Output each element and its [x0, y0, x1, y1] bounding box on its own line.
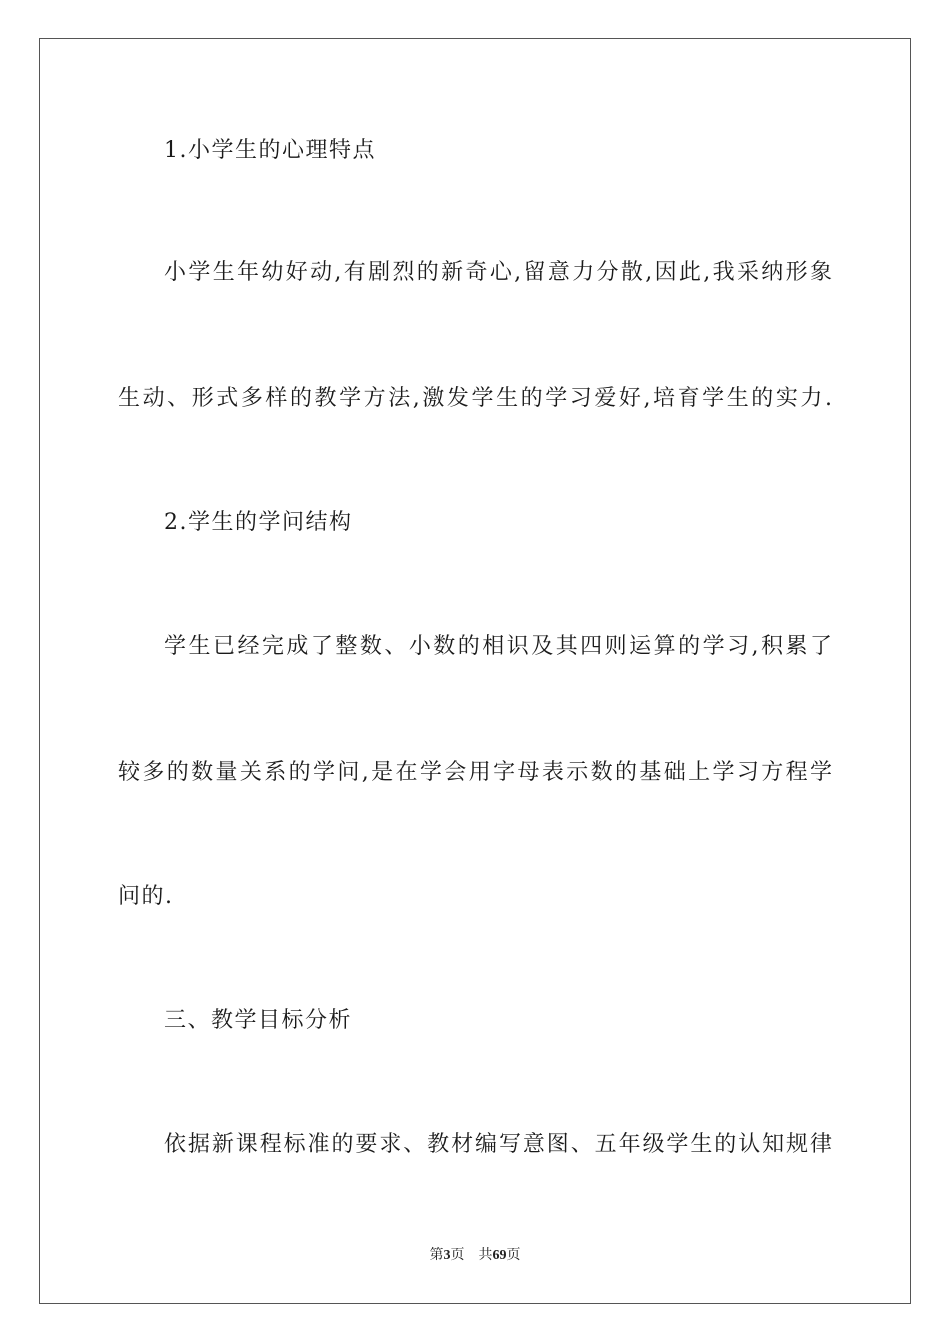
page-footer — [0, 1247, 950, 1265]
total-pages: 69 — [492, 1248, 507, 1263]
heading-psychology: 1.小学生的心理特点 — [164, 138, 376, 163]
total-suffix: 页 — [506, 1248, 521, 1263]
paragraph-line: 生动、形式多样的教学方法,激发学生的学习爱好,培育学生的实力. — [118, 386, 832, 411]
paragraph-line: 依据新课程标准的要求、教材编写意图、五年级学生的认知规律 — [164, 1132, 832, 1157]
page-number: 3 — [443, 1248, 451, 1263]
paragraph-line: 学生已经完成了整数、小数的相识及其四则运算的学习,积累了 — [164, 634, 832, 659]
page-frame — [39, 38, 911, 1304]
paragraph-line: 小学生年幼好动,有剧烈的新奇心,留意力分散,因此,我采纳形象 — [164, 260, 832, 285]
page-prefix: 第 — [429, 1248, 444, 1263]
heading-teaching-goals: 三、教学目标分析 — [164, 1008, 353, 1033]
paragraph-line: 问的. — [118, 884, 174, 909]
total-prefix: 共 — [478, 1248, 493, 1263]
heading-knowledge-structure: 2.学生的学问结构 — [164, 510, 353, 535]
page-suffix: 页 — [450, 1248, 465, 1263]
paragraph-line: 较多的数量关系的学问,是在学会用字母表示数的基础上学习方程学 — [118, 760, 832, 785]
